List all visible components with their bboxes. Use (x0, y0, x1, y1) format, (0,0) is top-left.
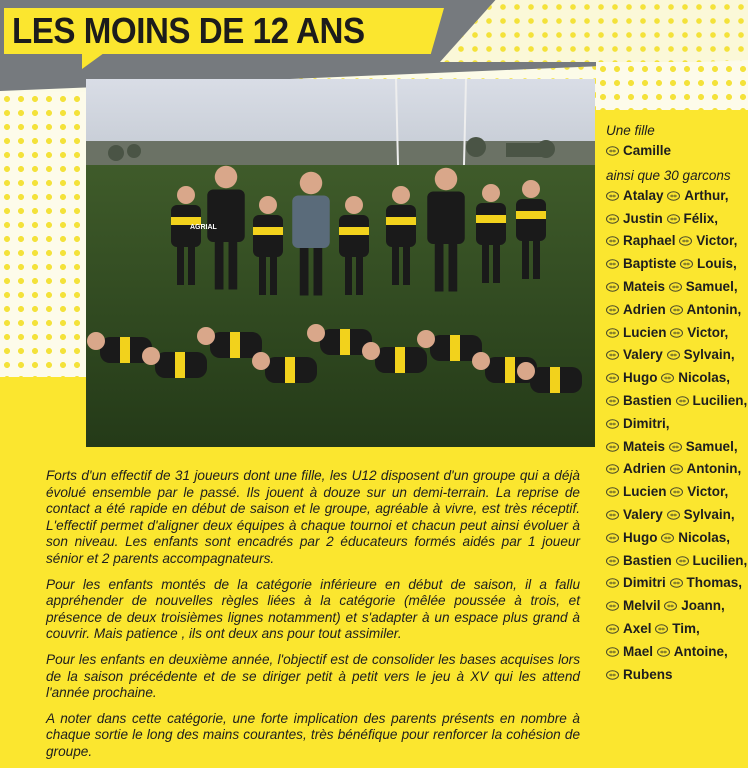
player-name: Lucien (623, 324, 667, 340)
team-photo (86, 79, 595, 447)
player-name: Baptiste (623, 256, 677, 272)
rugby-ball-icon (606, 487, 619, 497)
roster-row (606, 550, 746, 573)
rugby-ball-icon (670, 578, 683, 588)
roster-row (606, 230, 746, 253)
player-name: Atalay (623, 187, 664, 203)
roster-row (606, 413, 746, 436)
player-name: Samuel, (685, 438, 738, 454)
rugby-ball-icon (667, 191, 680, 201)
player-name: Arthur, (684, 187, 729, 203)
rugby-ball-icon (606, 510, 619, 520)
rugby-ball-icon (606, 556, 619, 566)
player-name: Antonin, (686, 301, 742, 317)
roster-row (606, 344, 746, 367)
roster-row (606, 367, 746, 390)
player-name: Victor, (696, 233, 738, 249)
rugby-ball-icon (606, 214, 619, 224)
player-name: Valery (623, 506, 663, 522)
rugby-ball-icon (606, 647, 619, 657)
rugby-ball-icon (680, 259, 693, 269)
player-name: Bastien (623, 552, 672, 568)
player-name: Adrien (623, 301, 666, 317)
roster-row (606, 322, 746, 345)
player-name: Adrien (623, 461, 666, 477)
player-name: Rubens (623, 666, 673, 682)
player-name: Mael (623, 643, 654, 659)
roster-row (606, 208, 746, 231)
rugby-ball-icon (679, 236, 692, 246)
roster-row (606, 595, 746, 618)
player-name: Thomas, (686, 575, 743, 591)
rugby-ball-icon (606, 533, 619, 543)
rugby-ball-icon (670, 305, 683, 315)
player-name: Bastien (623, 392, 672, 408)
roster-row (606, 140, 746, 163)
player-name: Félix, (683, 210, 719, 226)
rugby-ball-icon (606, 305, 619, 315)
player-name: Nicolas, (678, 529, 731, 545)
player-name: Joann, (681, 598, 725, 614)
player-name: Sylvain, (683, 347, 735, 363)
rugby-ball-icon (670, 328, 683, 338)
rugby-ball-icon (606, 578, 619, 588)
rugby-ball-icon (606, 236, 619, 246)
rugby-ball-icon (661, 533, 674, 543)
player-name: Justin (623, 210, 663, 226)
page-title: LES MOINS DE 12 ANS (12, 10, 365, 51)
roster-row (606, 436, 746, 459)
player-name: Antonin, (686, 461, 742, 477)
player-name: Mateis (623, 278, 666, 294)
rugby-ball-icon (670, 464, 683, 474)
player-name: Victor, (687, 484, 729, 500)
rugby-ball-icon (606, 419, 619, 429)
player-name: Hugo (623, 370, 658, 386)
team-photo-illustration (86, 79, 595, 447)
rugby-ball-icon (661, 373, 674, 383)
paragraph-1: Forts d'un effectif de 31 joueurs dont une fille, les U12 disposent d'un groupe qui a déjà évolué ensemble par le passé. Ils jouent à douze sur un demi-terrain. La reprise de contact a été rapide en début de saison et le groupe, agréable à vivre, est très réceptif. L'effectif permet d'aligner deux équipes à chaque tournoi et chacun peut ainsi évoluer à son niveau. Les enfants sont encadrés par 2 éducateurs formés aidés par 1 joueur sénior et 2 parents accompagnateurs. (46, 468, 580, 566)
rugby-ball-icon (606, 328, 619, 338)
player-name: Lucien (623, 484, 667, 500)
roster-row (606, 504, 746, 527)
rugby-ball-icon (669, 282, 682, 292)
roster-row (606, 276, 746, 299)
player-name: Melvil (623, 598, 661, 614)
rugby-ball-icon (667, 214, 680, 224)
player-name: Sylvain, (683, 506, 735, 522)
player-name: Raphael (623, 233, 676, 249)
paragraph-2: Pour les enfants montés de la catégorie inférieure en début de saison, il a fallu appréhender de nouvelles règles liées à la catégorie (mêlée poussée à trois, et présence de deux troisièmes lignes notamment) et s'adapter à un espace plus grand à couvrir. Mais patience , ils ont deux ans pour tout assimiler. (46, 576, 580, 642)
roster-row (606, 481, 746, 504)
roster-row (606, 527, 746, 550)
rugby-ball-icon (606, 396, 619, 406)
rugby-ball-icon (606, 191, 619, 201)
roster-row (606, 299, 746, 322)
player-name: Axel (623, 620, 652, 636)
rugby-ball-icon (606, 259, 619, 269)
paragraph-3: Pour les enfants en deuxième année, l'objectif est de consolider les bases acquises lors de la saison précédente et de se diriger petit à petit vers le jeu à XV qui les attend l'année prochaine. (46, 651, 580, 701)
rugby-ball-icon (606, 624, 619, 634)
roster-row (606, 641, 746, 664)
roster-row (606, 458, 746, 481)
player-name: Hugo (623, 529, 658, 545)
roster-row (606, 253, 746, 276)
player-name: Victor, (687, 324, 729, 340)
rugby-ball-icon (606, 282, 619, 292)
player-name: Dimitri, (623, 415, 670, 431)
article-body (46, 468, 580, 768)
rugby-ball-icon (606, 373, 619, 383)
rugby-ball-icon (670, 487, 683, 497)
jersey-sponsor-label: AGRIAL (190, 224, 217, 231)
boys-intro: ainsi que 30 garcons (606, 167, 731, 183)
player-name: Lucilien, (692, 392, 748, 408)
rugby-ball-icon (655, 624, 668, 634)
rugby-ball-icon (606, 146, 619, 156)
paragraph-4: A noter dans cette catégorie, une forte implication des parents présents en nombre à chaque sortie le long des mains courantes, très bénéfique pour renforcer la cohésion de groupe. (46, 710, 580, 759)
player-name: Dimitri (623, 575, 666, 591)
dotted-decoration-left (0, 92, 86, 377)
rugby-ball-icon (657, 647, 670, 657)
player-name: Tim, (672, 620, 700, 636)
rugby-ball-icon (664, 601, 677, 611)
player-name: Lucilien, (692, 552, 748, 568)
roster-row (606, 185, 746, 208)
roster-row (606, 390, 746, 413)
rugby-ball-icon (667, 510, 680, 520)
girl-intro: Une fille (606, 123, 655, 138)
player-name: Camille (623, 143, 672, 158)
rugby-ball-icon (606, 464, 619, 474)
roster-row (606, 664, 746, 687)
player-name: Louis, (697, 256, 737, 272)
player-name: Samuel, (685, 278, 738, 294)
player-name: Antoine, (673, 643, 728, 659)
player-name: Valery (623, 347, 663, 363)
rugby-ball-icon (606, 670, 619, 680)
roster-row (606, 618, 746, 641)
player-roster (606, 122, 746, 686)
rugby-ball-icon (606, 350, 619, 360)
rugby-ball-icon (669, 442, 682, 452)
roster-row (606, 572, 746, 595)
player-name: Nicolas, (678, 370, 731, 386)
rugby-ball-icon (667, 350, 680, 360)
rugby-ball-icon (676, 396, 689, 406)
player-name: Mateis (623, 438, 666, 454)
rugby-ball-icon (606, 601, 619, 611)
rugby-ball-icon (606, 442, 619, 452)
rugby-ball-icon (676, 556, 689, 566)
